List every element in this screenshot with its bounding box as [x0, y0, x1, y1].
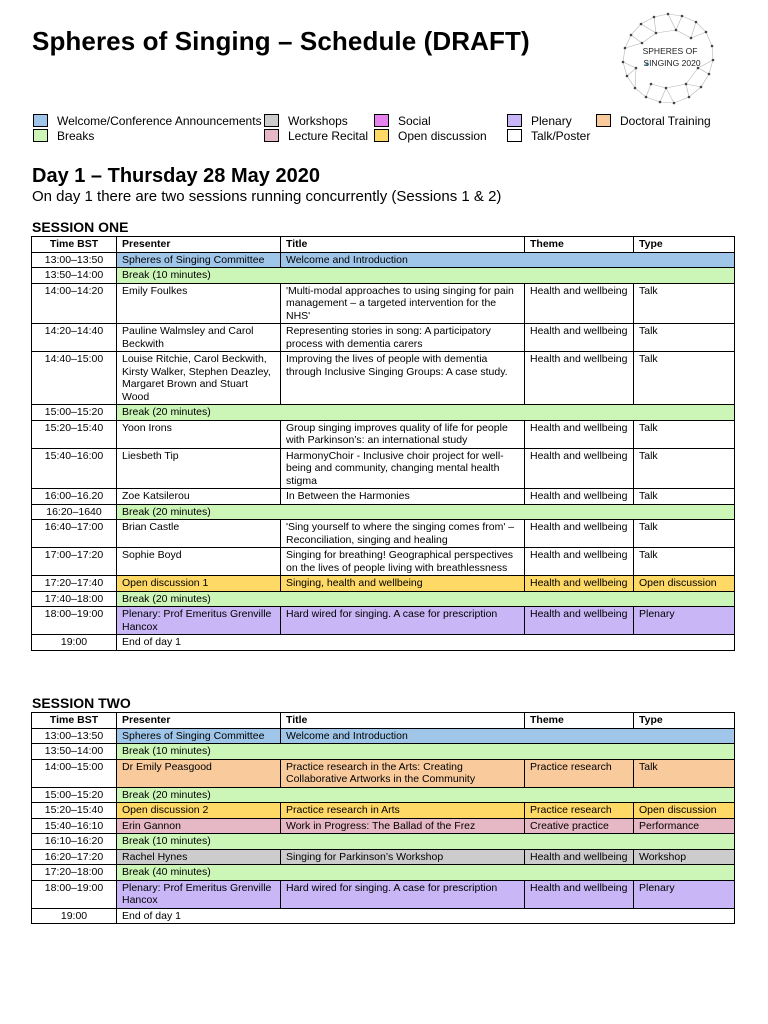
presenter-cell: Open discussion 1 [117, 576, 281, 592]
theme-cell: Health and wellbeing [525, 324, 634, 352]
column-header-title: Title [281, 713, 525, 729]
presenter-cell: Liesbeth Tip [117, 448, 281, 489]
schedule-row [32, 728, 735, 744]
presenter-cell: Brian Castle [117, 520, 281, 548]
title-cell: Practice research in Arts [281, 803, 525, 819]
legend-swatch [596, 114, 611, 127]
session-two-label: SESSION TWO [32, 695, 131, 711]
legend-swatch [264, 114, 279, 127]
schedule-row [32, 489, 735, 505]
schedule-row [32, 448, 735, 489]
presenter-cell: Open discussion 2 [117, 803, 281, 819]
theme-cell: Health and wellbeing [525, 489, 634, 505]
legend-item [264, 113, 374, 128]
theme-cell: Health and wellbeing [525, 607, 634, 635]
legend-swatch [507, 129, 522, 142]
legend-label: Talk/Poster [531, 128, 591, 143]
presenter-cell: Spheres of Singing Committee [117, 728, 281, 744]
break-cell: Break (20 minutes) [117, 591, 735, 607]
time-cell: 16:40–17:00 [32, 520, 117, 548]
time-cell: 13:00–13:50 [32, 252, 117, 268]
presenter-cell: Louise Ritchie, Carol Beckwith, Kirsty Walker, Stephen Deazley, Margaret Brown and Stuart Wood [117, 352, 281, 405]
legend-label: Doctoral Training [620, 113, 711, 128]
column-header-title: Title [281, 237, 525, 253]
theme-cell: Creative practice [525, 818, 634, 834]
break-cell: Break (10 minutes) [117, 834, 735, 850]
break-row [32, 591, 735, 607]
time-cell: 16:20–1640 [32, 504, 117, 520]
break-cell: Break (10 minutes) [117, 744, 735, 760]
legend-label: Lecture Recital [288, 128, 369, 143]
schedule-row [32, 420, 735, 448]
schedule-row [32, 576, 735, 592]
presenter-cell: Yoon Irons [117, 420, 281, 448]
theme-cell: Health and wellbeing [525, 352, 634, 405]
break-cell: Break (20 minutes) [117, 787, 735, 803]
time-cell: 18:00–19:00 [32, 880, 117, 908]
time-cell: 19:00 [32, 635, 117, 651]
schedule-row [32, 818, 735, 834]
time-cell: 18:00–19:00 [32, 607, 117, 635]
title-cell: 'Multi-modal approaches to using singing for pain management – a targeted intervention for the NHS' [281, 283, 525, 324]
document-title: Spheres of Singing – Schedule (DRAFT) [32, 26, 530, 56]
column-header-time: Time BST [32, 237, 117, 253]
time-cell: 15:40–16:00 [32, 448, 117, 489]
time-cell: 16:00–16.20 [32, 489, 117, 505]
schedule-row [32, 607, 735, 635]
header-row [32, 713, 735, 729]
column-header-theme: Theme [525, 713, 634, 729]
column-header-time: Time BST [32, 713, 117, 729]
day-heading: Day 1 – Thursday 28 May 2020 [32, 165, 320, 187]
type-cell: Talk [634, 448, 735, 489]
break-cell: Break (20 minutes) [117, 405, 735, 421]
schedule-row [32, 352, 735, 405]
legend-swatch [374, 129, 389, 142]
presenter-cell: Plenary: Prof Emeritus Grenville Hancox [117, 880, 281, 908]
title-cell: Welcome and Introduction [281, 728, 735, 744]
legend-label: Welcome/Conference Announcements [57, 113, 262, 128]
break-cell: Break (40 minutes) [117, 865, 735, 881]
day-subtitle: On day 1 there are two sessions running concurrently (Sessions 1 & 2) [32, 188, 502, 205]
schedule-row [32, 520, 735, 548]
presenter-cell: Erin Gannon [117, 818, 281, 834]
legend-label: Social [398, 113, 431, 128]
title-cell: In Between the Harmonies [281, 489, 525, 505]
presenter-cell: Plenary: Prof Emeritus Grenville Hancox [117, 607, 281, 635]
time-cell: 15:20–15:40 [32, 803, 117, 819]
title-cell: HarmonyChoir - Inclusive choir project for well-being and community, changing mental health stigma [281, 448, 525, 489]
break-row [32, 504, 735, 520]
time-cell: 14:00–14:20 [32, 283, 117, 324]
title-cell: 'Sing yourself to where the singing comes from' – Reconciliation, singing and healing [281, 520, 525, 548]
time-cell: 17:20–18:00 [32, 865, 117, 881]
theme-cell: Health and wellbeing [525, 283, 634, 324]
column-header-presenter: Presenter [117, 713, 281, 729]
type-cell: Plenary [634, 607, 735, 635]
presenter-cell: Emily Foulkes [117, 283, 281, 324]
conference-logo [616, 8, 720, 108]
time-cell: 15:40–16:10 [32, 818, 117, 834]
theme-cell: Practice research [525, 803, 634, 819]
theme-cell: Health and wellbeing [525, 849, 634, 865]
break-row [32, 865, 735, 881]
legend-item [374, 113, 507, 128]
type-cell: Talk [634, 324, 735, 352]
title-cell: Representing stories in song: A participatory process with dementia carers [281, 324, 525, 352]
type-cell: Open discussion [634, 803, 735, 819]
legend-swatch [374, 114, 389, 127]
break-row [32, 405, 735, 421]
time-cell: 13:50–14:00 [32, 268, 117, 284]
schedule-row [32, 849, 735, 865]
type-cell: Talk [634, 352, 735, 405]
theme-cell: Practice research [525, 759, 634, 787]
colour-legend [33, 113, 726, 143]
time-cell: 14:00–15:00 [32, 759, 117, 787]
presenter-cell: Sophie Boyd [117, 548, 281, 576]
time-cell: 17:20–17:40 [32, 576, 117, 592]
schedule-row [32, 252, 735, 268]
title-cell: Singing, health and wellbeing [281, 576, 525, 592]
title-cell: Improving the lives of people with dementia through Inclusive Singing Groups: A case study. [281, 352, 525, 405]
presenter-cell: Spheres of Singing Committee [117, 252, 281, 268]
break-cell: Break (20 minutes) [117, 504, 735, 520]
end-row [32, 908, 735, 924]
legend-item [596, 113, 726, 128]
session-one-label: SESSION ONE [32, 219, 129, 235]
column-header-type: Type [634, 237, 735, 253]
type-cell: Workshop [634, 849, 735, 865]
break-cell: Break (10 minutes) [117, 268, 735, 284]
title-cell: Work in Progress: The Ballad of the Frez [281, 818, 525, 834]
legend-item [264, 128, 374, 143]
end-cell: End of day 1 [117, 635, 735, 651]
presenter-cell: Pauline Walmsley and Carol Beckwith [117, 324, 281, 352]
session-two-table [31, 712, 735, 924]
column-header-type: Type [634, 713, 735, 729]
title-cell: Hard wired for singing. A case for prescription [281, 880, 525, 908]
time-cell: 15:00–15:20 [32, 787, 117, 803]
schedule-row [32, 324, 735, 352]
time-cell: 13:50–14:00 [32, 744, 117, 760]
type-cell: Talk [634, 520, 735, 548]
legend-item [33, 128, 264, 143]
break-row [32, 834, 735, 850]
time-cell: 19:00 [32, 908, 117, 924]
presenter-cell: Rachel Hynes [117, 849, 281, 865]
time-cell: 15:00–15:20 [32, 405, 117, 421]
schedule-row [32, 880, 735, 908]
time-cell: 14:20–14:40 [32, 324, 117, 352]
type-cell: Talk [634, 548, 735, 576]
type-cell: Talk [634, 420, 735, 448]
theme-cell: Health and wellbeing [525, 448, 634, 489]
theme-cell: Health and wellbeing [525, 576, 634, 592]
type-cell: Open discussion [634, 576, 735, 592]
legend-label: Workshops [288, 113, 348, 128]
column-header-theme: Theme [525, 237, 634, 253]
time-cell: 16:20–17:20 [32, 849, 117, 865]
time-cell: 16:10–16:20 [32, 834, 117, 850]
legend-item [507, 128, 596, 143]
legend-swatch [33, 129, 48, 142]
legend-label: Open discussion [398, 128, 487, 143]
logo-line-1: SPHERES OF [642, 46, 698, 56]
logo-line-2: SINGING 2020 [643, 58, 701, 68]
title-cell: Hard wired for singing. A case for prescription [281, 607, 525, 635]
time-cell: 17:40–18:00 [32, 591, 117, 607]
type-cell: Talk [634, 759, 735, 787]
legend-swatch [33, 114, 48, 127]
legend-item [507, 113, 596, 128]
type-cell: Talk [634, 283, 735, 324]
legend-label: Plenary [531, 113, 572, 128]
type-cell: Performance [634, 818, 735, 834]
title-cell: Practice research in the Arts: Creating Collaborative Artworks in the Community [281, 759, 525, 787]
break-row [32, 744, 735, 760]
end-row [32, 635, 735, 651]
presenter-cell: Zoe Katsilerou [117, 489, 281, 505]
theme-cell: Health and wellbeing [525, 548, 634, 576]
type-cell: Plenary [634, 880, 735, 908]
break-row [32, 787, 735, 803]
session-one-table [31, 236, 735, 651]
theme-cell: Health and wellbeing [525, 420, 634, 448]
title-cell: Singing for Parkinson’s Workshop [281, 849, 525, 865]
end-cell: End of day 1 [117, 908, 735, 924]
legend-label: Breaks [57, 128, 95, 143]
schedule-row [32, 803, 735, 819]
time-cell: 17:00–17:20 [32, 548, 117, 576]
type-cell: Talk [634, 489, 735, 505]
legend-swatch [507, 114, 522, 127]
legend-item [374, 128, 507, 143]
schedule-row [32, 548, 735, 576]
theme-cell: Health and wellbeing [525, 880, 634, 908]
time-cell: 13:00–13:50 [32, 728, 117, 744]
legend-item [33, 113, 264, 128]
schedule-row [32, 283, 735, 324]
title-cell: Welcome and Introduction [281, 252, 735, 268]
break-row [32, 268, 735, 284]
time-cell: 14:40–15:00 [32, 352, 117, 405]
time-cell: 15:20–15:40 [32, 420, 117, 448]
presenter-cell: Dr Emily Peasgood [117, 759, 281, 787]
legend-swatch [264, 129, 279, 142]
column-header-presenter: Presenter [117, 237, 281, 253]
header-row [32, 237, 735, 253]
theme-cell: Health and wellbeing [525, 520, 634, 548]
title-cell: Singing for breathing! Geographical perspectives on the lives of people living with breathlessness [281, 548, 525, 576]
schedule-row [32, 759, 735, 787]
title-cell: Group singing improves quality of life for people with Parkinson’s: an international study [281, 420, 525, 448]
